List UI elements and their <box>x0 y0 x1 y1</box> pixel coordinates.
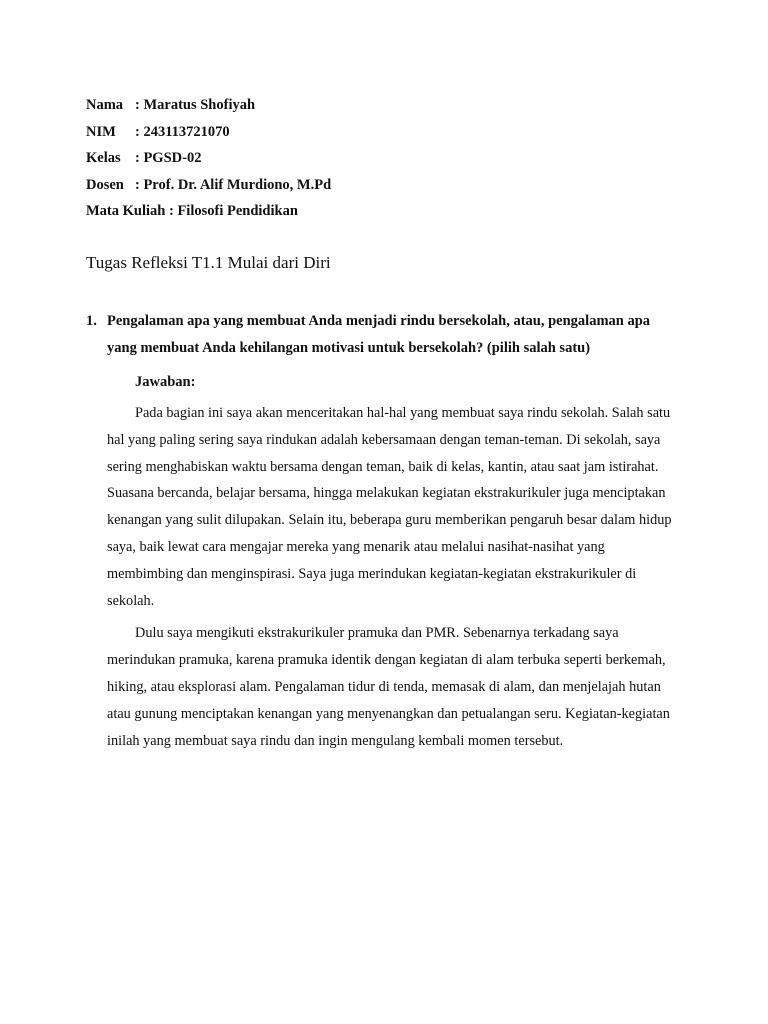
question-item <box>86 308 686 362</box>
info-value-nim: : 243113721070 <box>135 123 230 140</box>
info-label-dosen: Dosen <box>86 176 124 193</box>
assignment-title: Tugas Refleksi T1.1 Mulai dari Diri <box>86 253 331 272</box>
info-row-dosen <box>86 172 331 199</box>
answer-paragraph: Pada bagian ini saya akan menceritakan hal-hal yang membuat saya rindu sekolah. Salah satu hal yang paling sering saya rindukan adalah kebersamaan dengan teman-teman. Di sekolah, saya sering menghabiskan waktu bersama dengan teman, baik di kelas, kantin, atau saat jam istirahat. Suasana bercanda, belajar bersama, hingga melakukan kegiatan ekstrakurikuler juga menciptakan kenangan yang sulit dilupakan. Selain itu, beberapa guru memberikan pengaruh besar dalam hidup saya, baik lewat cara mengajar mereka yang menarik atau melalui nasihat-nasihat yang membimbing dan menginspirasi. Saya juga merindukan kegiatan-kegiatan ekstrakurikuler di sekolah. <box>107 405 672 609</box>
info-label-nama: Nama <box>86 97 124 113</box>
info-row-kelas <box>86 145 331 172</box>
info-label-nim: NIM <box>86 123 116 140</box>
info-row-nim <box>86 119 331 146</box>
answer-label: Jawaban: <box>135 374 196 390</box>
info-value-dosen: : Prof. Dr. Alif Murdiono, M.Pd <box>135 176 332 193</box>
question-number: 1. <box>86 313 97 329</box>
answer-body <box>107 400 677 760</box>
info-value-nama: : Maratus Shofiyah <box>135 97 256 113</box>
info-row-mata-kuliah <box>86 198 331 225</box>
student-info-block <box>86 92 331 225</box>
question-text: Pengalaman apa yang membuat Anda menjadi rindu bersekolah, atau, pengalaman apa yang membuat Anda kehilangan motivasi untuk bersekolah? (pilih salah satu) <box>107 313 651 356</box>
info-value-kelas: : PGSD-02 <box>135 150 202 166</box>
info-value-mata-kuliah: : Filosofi Pendidikan <box>168 203 298 219</box>
info-label-mata-kuliah: Mata Kuliah <box>86 203 166 219</box>
info-label-kelas: Kelas <box>86 150 121 166</box>
info-row-nama <box>86 92 331 119</box>
answer-paragraph: Dulu saya mengikuti ekstrakurikuler pramuka dan PMR. Sebenarnya terkadang saya merindukan pramuka, karena pramuka identik dengan kegiatan di alam terbuka seperti berkemah, hiking, atau eksplorasi alam. Pengalaman tidur di tenda, memasak di alam, dan menjelajah hutan atau gunung menciptakan kenangan yang menyenangkan dan petualangan seru. Kegiatan-kegiatan inilah yang membuat saya rindu dan ingin mengulang kembali momen tersebut. <box>107 625 670 749</box>
